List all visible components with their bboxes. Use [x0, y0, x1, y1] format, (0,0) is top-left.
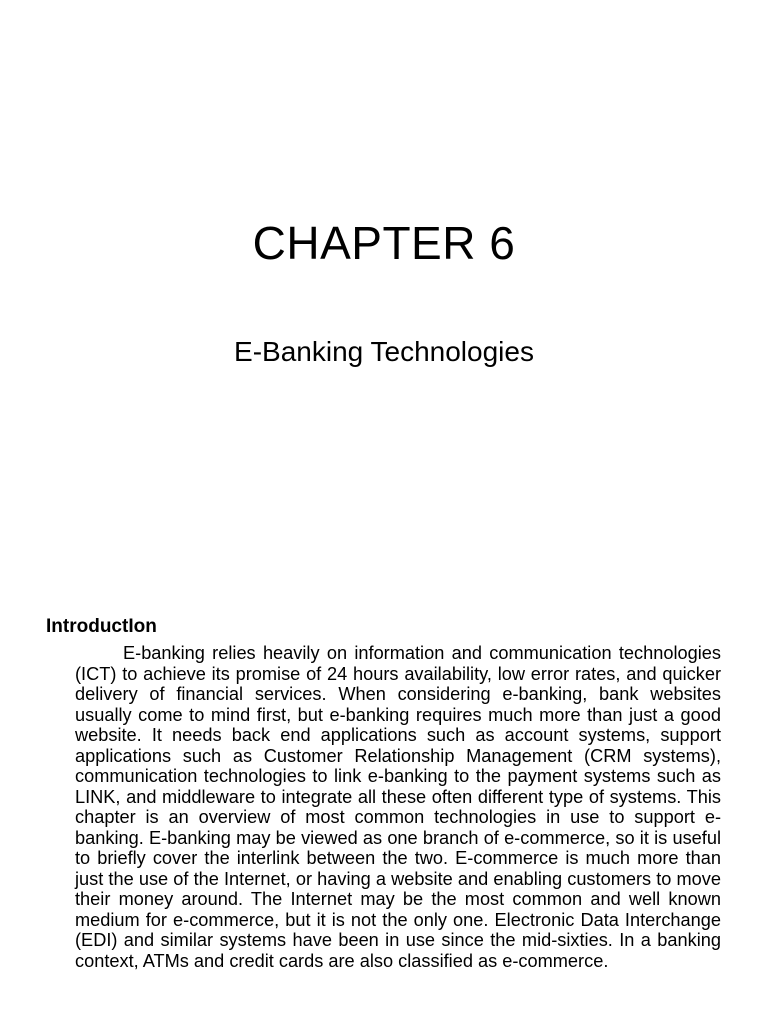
- chapter-subtitle: E-Banking Technologies: [234, 336, 534, 367]
- introduction-paragraph: E-banking relies heavily on information and communication technologies (ICT) to achieve its promise of 24 hours availability, low error rates, and quicker delivery of financial services. When considering e-banking, bank websites usually come to mind first, but e-banking requires much more than just a good website. It needs back end applications such as account systems, support applications such as Customer Relationship Management (CRM systems), communication technologies to link e-banking to the payment systems such as LINK, and middleware to integrate all these often different type of systems. This chapter is an overview of most common technologies in use to support e-banking. E-banking may be viewed as one branch of e-commerce, so it is useful to briefly cover the interlink between the two. E-commerce is much more than just the use of the Internet, or having a website and enabling customers to move their money around. The Internet may be the most common and well known medium for e-commerce, but it is not the only one. Electronic Data Interchange (EDI) and similar systems have been in use since the mid-sixties. In a banking context, ATMs and credit cards are also classified as e-commerce.: [75, 643, 721, 971]
- section-heading: IntroductIon: [46, 616, 157, 637]
- chapter-title: CHAPTER 6: [252, 217, 516, 269]
